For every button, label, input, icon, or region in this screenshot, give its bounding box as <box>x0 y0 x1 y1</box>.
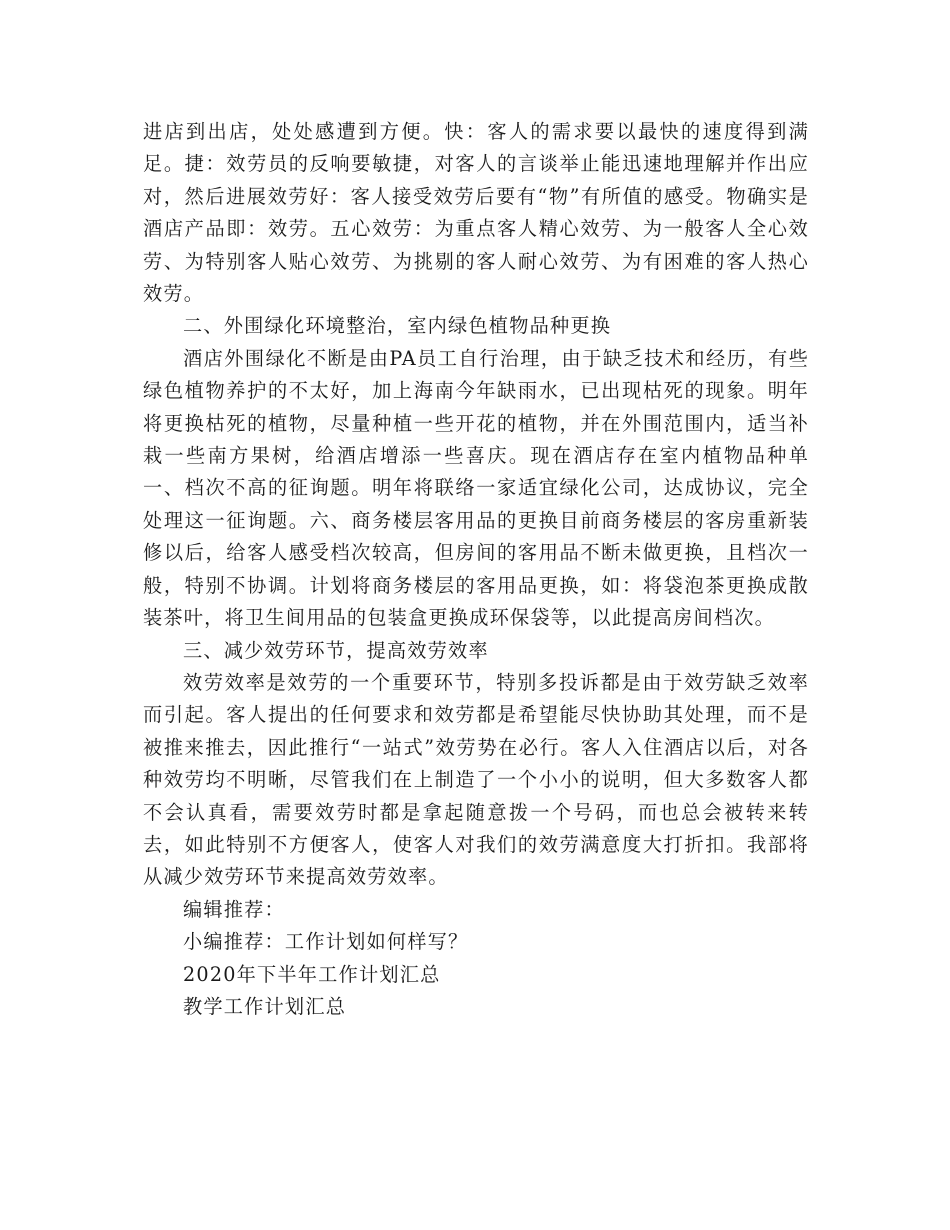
recommend-link-3[interactable]: 教学工作计划汇总 <box>183 994 347 1018</box>
paragraph-greening: 酒店外围绿化不断是由PA员工自行治理，由于缺乏技术和经历，有些绿色植物养护的不太好，加上海南今年缺雨水，已出现枯死的现象。明年将更换枯死的植物，尽量种植一些开花的植物，并在外围范围内，适当补栽一些南方果树，给酒店增添一些喜庆。现在酒店存在室内植物品种单一、档次不高的征询题。明年将联络一家适宜绿化公司，达成协议，完全处理这一征询题。六、商务楼层客用品的更换目前商务楼层的客房重新装修以后，给客人感受档次较高，但房间的客用品不断未做更换，且档次一般，特别不协调。计划将商务楼层的客用品更换，如：将袋泡茶更换成散装茶叶，将卫生间用品的包装盒更换成环保袋等，以此提高房间档次。 <box>143 346 809 630</box>
section-heading-efficiency: 三、减少效劳环节，提高效劳效率 <box>183 638 489 662</box>
document-body <box>143 116 809 1023</box>
editor-recommend-label: 编辑推荐： <box>183 897 285 921</box>
section-heading-greening: 二、外围绿化环境整治，室内绿色植物品种更换 <box>183 314 612 338</box>
paragraph-service-standards: 进店到出店，处处感遭到方便。快：客人的需求要以最快的速度得到满足。捷：效劳员的反响要敏捷，对客人的言谈举止能迅速地理解并作出应对，然后进展效劳好：客人接受效劳后要有“物”有所值的感受。物确实是酒店产品即：效劳。五心效劳：为重点客人精心效劳、为一般客人全心效劳、为特别客人贴心效劳、为挑剔的客人耐心效劳、为有困难的客人热心效劳。 <box>143 120 809 306</box>
recommend-link-2[interactable]: 2020年下半年工作计划汇总 <box>183 962 441 986</box>
paragraph-efficiency: 效劳效率是效劳的一个重要环节，特别多投诉都是由于效劳缺乏效率而引起。客人提出的任何要求和效劳都是希望能尽快协助其处理，而不是被推来推去，因此推行“一站式”效劳势在必行。客人入住酒店以后，对各种效劳均不明晰，尽管我们在上制造了一个小小的说明，但大多数客人都不会认真看，需要效劳时都是拿起随意拨一个号码，而也总会被转来转去，如此特别不方便客人，使客人对我们的效劳满意度大打折扣。我部将从减少效劳环节来提高效劳效率。 <box>143 670 809 889</box>
recommend-link-1[interactable]: 小编推荐：工作计划如何样写？ <box>183 930 469 954</box>
